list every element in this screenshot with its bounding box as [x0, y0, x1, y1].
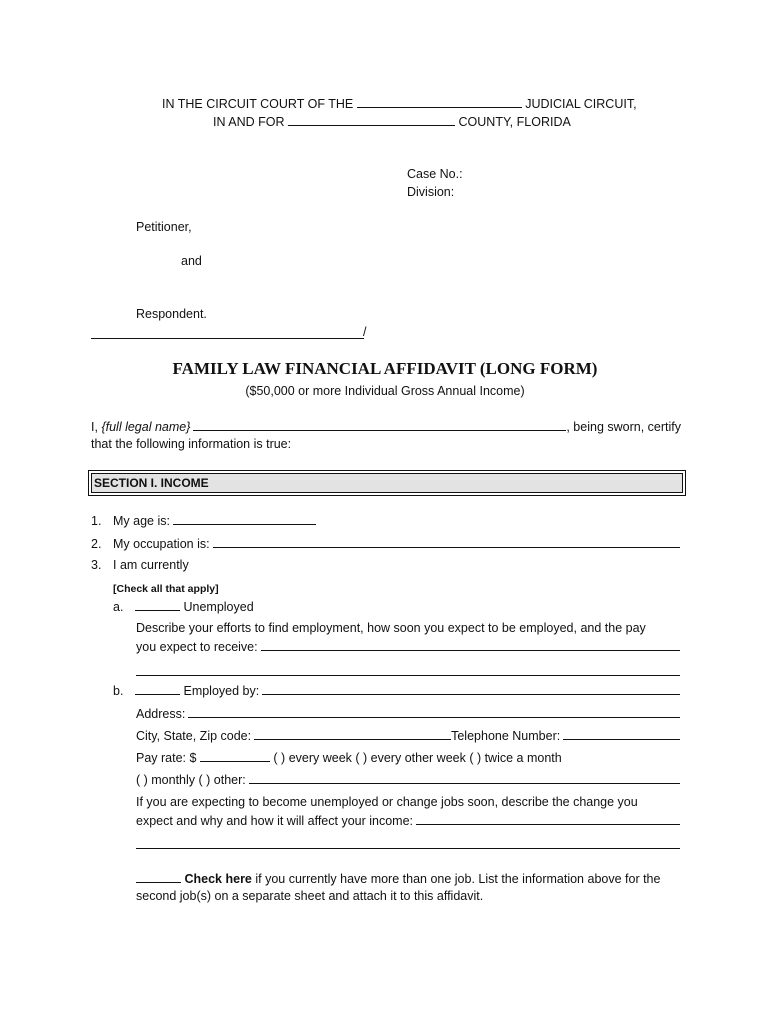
occupation-label: My occupation is: [113, 537, 210, 551]
employed-check-field[interactable] [135, 683, 180, 695]
monthly-other-row [136, 772, 680, 788]
section-title: SECTION I. INCOME [91, 473, 683, 493]
multiple-jobs-check-field[interactable] [136, 871, 181, 883]
full-legal-name-field[interactable] [193, 419, 566, 431]
check-here-line-2: second job(s) on a separate sheet and attach it to this affidavit. [136, 889, 484, 903]
division-label: Division: [407, 185, 455, 199]
oath-suffix: , being sworn, certify [566, 420, 681, 434]
age-field[interactable] [173, 513, 316, 525]
check-here-row [136, 871, 660, 887]
monthly-other-options[interactable]: ( ) monthly ( ) other: [136, 773, 246, 787]
county-line-end: COUNTY, FLORIDA [458, 115, 571, 129]
option-letter: a. [113, 600, 124, 614]
court-line-end: JUDICIAL CIRCUIT, [525, 97, 637, 111]
item-currently [91, 558, 189, 573]
county-line-start: IN AND FOR [213, 115, 285, 129]
change-line-1: If you are expecting to become unemployed or change jobs soon, describe the change you [136, 795, 638, 809]
unemployed-describe-2 [136, 639, 680, 655]
check-all-note: [Check all that apply] [113, 583, 219, 595]
phone-field[interactable] [563, 728, 680, 740]
other-frequency-field[interactable] [249, 772, 680, 784]
pay-frequency-options[interactable]: ( ) every week ( ) every other week ( ) twice a month [273, 751, 562, 765]
occupation-field[interactable] [213, 536, 680, 548]
oath-line-2: that the following information is true: [91, 437, 292, 451]
city-label: City, State, Zip code: [136, 729, 252, 743]
item-occupation [91, 536, 680, 552]
check-here-bold: Check here [184, 872, 252, 886]
income-change-field[interactable] [416, 813, 680, 825]
phone-label: Telephone Number: [451, 729, 561, 743]
caption-underline [91, 338, 364, 339]
county-name-field[interactable] [288, 114, 455, 126]
county-line [213, 114, 571, 130]
unemployed-label: Unemployed [183, 600, 254, 614]
section-header-box [88, 470, 686, 496]
check-here-text: if you currently have more than one job. List the information above for the [251, 872, 661, 886]
oath-line [91, 419, 681, 435]
address-row [136, 706, 680, 722]
change-extra-line[interactable] [136, 848, 680, 849]
caption-slash: / [363, 325, 367, 339]
full-legal-name-hint: {full legal name} [101, 420, 191, 434]
receive-label: you expect to receive: [136, 640, 258, 654]
pay-rate-field[interactable] [200, 750, 270, 762]
address-label: Address: [136, 707, 186, 721]
address-field[interactable] [188, 706, 680, 718]
item-number: 1. [91, 514, 102, 528]
form-title: FAMILY LAW FINANCIAL AFFIDAVIT (LONG FORM) [172, 359, 598, 378]
city-phone-row [136, 728, 680, 744]
case-no-label: Case No.: [407, 167, 463, 181]
employer-label: Employed by: [183, 684, 260, 698]
unemployed-extra-line[interactable] [136, 675, 680, 676]
item-age [91, 513, 316, 529]
unemployed-check-field[interactable] [135, 599, 180, 611]
expected-pay-field[interactable] [261, 639, 680, 651]
court-line [162, 96, 637, 112]
city-field[interactable] [254, 728, 451, 740]
oath-prefix: I, [91, 420, 98, 434]
circuit-number-field[interactable] [357, 96, 522, 108]
change-label: expect and why and how it will affect your income: [136, 814, 413, 828]
item-number: 3. [91, 558, 102, 572]
option-letter: b. [113, 684, 124, 698]
form-subtitle: ($50,000 or more Individual Gross Annual Income) [245, 384, 525, 398]
court-line-start: IN THE CIRCUIT COURT OF THE [162, 97, 354, 111]
item-number: 2. [91, 537, 102, 551]
change-line-2 [136, 813, 680, 829]
unemployed-row [113, 599, 254, 615]
respondent-label: Respondent. [136, 307, 207, 321]
age-label: My age is: [113, 514, 170, 528]
and-label: and [181, 254, 202, 268]
unemployed-describe-1: Describe your efforts to find employment, how soon you expect to be employed, and the pay [136, 621, 646, 635]
employer-field[interactable] [262, 683, 680, 695]
pay-rate-row [136, 750, 562, 766]
petitioner-label: Petitioner, [136, 220, 192, 234]
currently-label: I am currently [113, 558, 189, 572]
pay-rate-label: Pay rate: $ [136, 751, 197, 765]
employed-row [113, 683, 680, 699]
